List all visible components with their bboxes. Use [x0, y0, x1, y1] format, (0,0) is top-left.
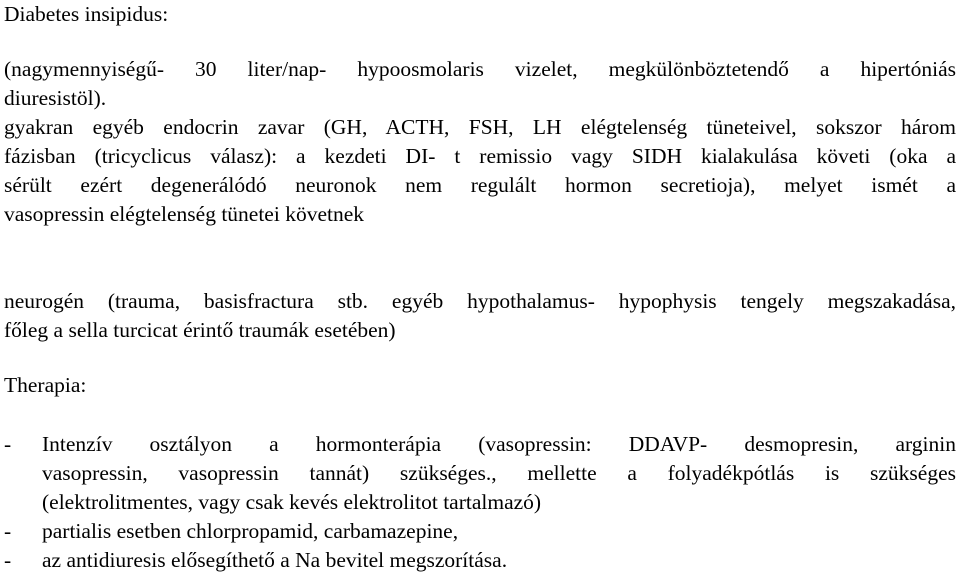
paragraph-2-line-3: sérült ezért degenerálódó neuronok nem regulált hormon secretioja), melyet ismét a — [4, 173, 956, 197]
bullet-dash: - — [4, 432, 12, 456]
bullet-1-line-2: vasopressin, vasopressin tannát) szükséges., mellette a folyadékpótlás is szükséges — [42, 461, 956, 485]
therapy-heading: Therapia: — [4, 373, 87, 397]
bullet-1-line-3: (elektrolitmentes, vagy csak kevés elektrolitot tartalmazó) — [42, 490, 542, 514]
paragraph-2-line-1: gyakran egyéb endocrin zavar (GH, ACTH, FSH, LH elégtelenség tüneteivel, sokszor három — [4, 115, 956, 139]
bullet-1-line-1: Intenzív osztályon a hormonterápia (vasopressin: DDAVP- desmopresin, arginin — [42, 432, 956, 456]
bullet-3-text: az antidiuresis elősegíthető a Na bevitel megszorítása. — [42, 548, 508, 572]
document-title: Diabetes insipidus: — [4, 2, 169, 26]
paragraph-2-line-4: vasopressin elégtelenség tünetei követnek — [4, 202, 365, 226]
bullet-2-text: partialis esetben chlorpropamid, carbamazepine, — [42, 519, 459, 543]
paragraph-1-line-2: diuresistöl). — [4, 86, 107, 110]
paragraph-3-line-2: főleg a sella turcicat érintő traumák esetében) — [4, 318, 396, 342]
paragraph-3-line-1: neurogén (trauma, basisfractura stb. egyéb hypothalamus- hypophysis tengely megszakadása, — [4, 289, 956, 313]
paragraph-2-line-2: fázisban (tricyclicus válasz): a kezdeti DI- t remissio vagy SIDH kialakulása követi (oka a — [4, 144, 956, 168]
paragraph-1-line-1: (nagymennyiségű- 30 liter/nap- hypoosmolaris vizelet, megkülönböztetendő a hipertóniás — [4, 57, 956, 81]
bullet-dash: - — [4, 519, 12, 543]
bullet-dash: - — [4, 548, 12, 572]
